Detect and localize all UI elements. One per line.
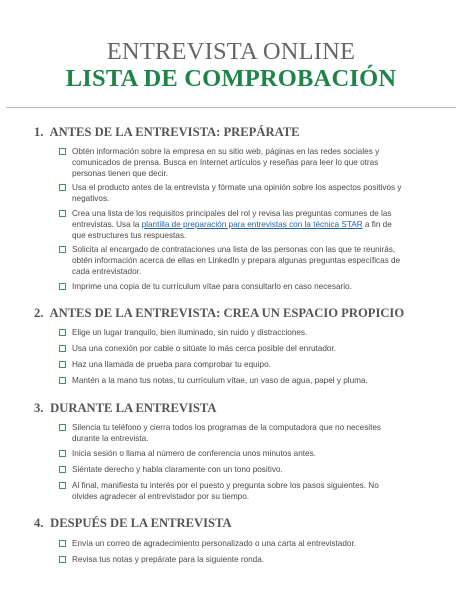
item-text: Haz una llamada de prueba para comprobar tu equipo. bbox=[72, 360, 271, 369]
checklist-item bbox=[72, 208, 406, 241]
section-title: DESPUÉS DE LA ENTREVISTA bbox=[50, 516, 232, 530]
section-heading-4 bbox=[34, 515, 232, 531]
section-title: ANTES DE LA ENTREVISTA: CREA UN ESPACIO PROPICIO bbox=[49, 306, 405, 320]
checklist-item bbox=[72, 375, 406, 386]
checkbox[interactable] bbox=[59, 345, 66, 352]
checklist-item bbox=[72, 281, 406, 292]
checkbox[interactable] bbox=[59, 361, 66, 368]
checkbox[interactable] bbox=[59, 466, 66, 473]
section-number: 3. bbox=[34, 401, 44, 415]
section-heading-3 bbox=[34, 400, 216, 416]
section-heading-2 bbox=[34, 305, 404, 321]
item-text: Elige un lugar tranquilo, bien iluminado, sin ruido y distracciones. bbox=[72, 328, 308, 337]
section-title: ANTES DE LA ENTREVISTA: PREPÁRATE bbox=[49, 125, 300, 139]
section-number: 2. bbox=[34, 306, 44, 320]
checklist-item bbox=[72, 327, 406, 338]
title-line-2: LISTA DE COMPROBACIÓN bbox=[65, 65, 397, 92]
item-text: Obtén información sobre la empresa en su sitio web, páginas en las redes sociales y comunicados de prensa. Busca en Internet artículos y reseñas para leer lo que otras personas tienen que decir. bbox=[72, 147, 380, 178]
item-text: Silencia tu teléfono y cierra todos los programas de la computadora que no necesites durante la entrevista. bbox=[72, 423, 382, 443]
section-number: 4. bbox=[34, 516, 44, 530]
item-text: Siéntate derecho y habla claramente con un tono positivo. bbox=[72, 465, 283, 474]
checkbox[interactable] bbox=[59, 210, 66, 217]
star-template-link[interactable]: plantilla de preparación para entrevistas con la técnica STAR bbox=[141, 220, 363, 229]
item-text: Al final, manifiesta tu interés por el puesto y pregunta sobre los pasos siguientes. No olvides agradecer al entrevistador por su tiempo. bbox=[72, 481, 379, 501]
checklist-item bbox=[72, 480, 406, 502]
checklist-item bbox=[72, 359, 406, 370]
checklist-item bbox=[72, 422, 406, 444]
checklist-item bbox=[72, 554, 406, 565]
item-text bbox=[72, 208, 406, 241]
checkbox[interactable] bbox=[59, 482, 66, 489]
item-text: Mantén a la mano tus notas, tu currículum vítae, un vaso de agua, papel y pluma. bbox=[72, 376, 368, 385]
checkbox[interactable] bbox=[59, 283, 66, 290]
title-divider bbox=[6, 107, 456, 108]
checkbox[interactable] bbox=[59, 556, 66, 563]
item-text-after-link: a fin de que estructures tus respuestas. bbox=[72, 220, 392, 240]
checklist-item bbox=[72, 538, 406, 549]
checkbox[interactable] bbox=[59, 424, 66, 431]
checkbox[interactable] bbox=[59, 377, 66, 384]
item-text: Inicia sesión o llama al número de conferencia unos minutos antes. bbox=[72, 449, 316, 458]
section-number: 1. bbox=[34, 125, 44, 139]
checklist-item bbox=[72, 464, 406, 475]
title-line-1: ENTREVISTA ONLINE bbox=[106, 38, 356, 65]
checkbox[interactable] bbox=[59, 246, 66, 253]
item-text: Revisa tus notas y prepárate para la siguiente ronda. bbox=[72, 555, 265, 564]
item-text: Solicita al encargado de contrataciones una lista de las personas con las que te reunirás, obtén información acerca de ellas en LinkedIn y prepara algunas preguntas específicas de cada entrevistador. bbox=[72, 245, 401, 276]
checklist-item bbox=[72, 448, 406, 459]
section-heading-1 bbox=[34, 124, 300, 140]
checkbox[interactable] bbox=[59, 540, 66, 547]
checklist-item bbox=[72, 182, 406, 204]
checkbox[interactable] bbox=[59, 148, 66, 155]
checklist-item bbox=[72, 343, 406, 354]
checkbox[interactable] bbox=[59, 329, 66, 336]
section-title: DURANTE LA ENTREVISTA bbox=[50, 401, 217, 415]
item-text: Usa el producto antes de la entrevista y fórmate una opinión sobre los aspectos positivos y negativos. bbox=[72, 183, 402, 203]
checkbox[interactable] bbox=[59, 450, 66, 457]
checklist-item bbox=[72, 146, 406, 179]
checkbox[interactable] bbox=[59, 184, 66, 191]
item-text-before-link: Crea una lista de los requisitos principales del rol y revisa las preguntas comunes de las entrevistas. Usa la bbox=[72, 209, 392, 229]
checklist-item bbox=[72, 244, 406, 277]
item-text: Envía un correo de agradecimiento personalizado o una carta al entrevistador. bbox=[72, 539, 357, 548]
item-text: Usa una conexión por cable o sitúate lo más cerca posible del enrutador. bbox=[72, 344, 336, 353]
item-text: Imprime una copia de tu currículum vítae para consultarlo en caso necesario. bbox=[72, 282, 352, 291]
